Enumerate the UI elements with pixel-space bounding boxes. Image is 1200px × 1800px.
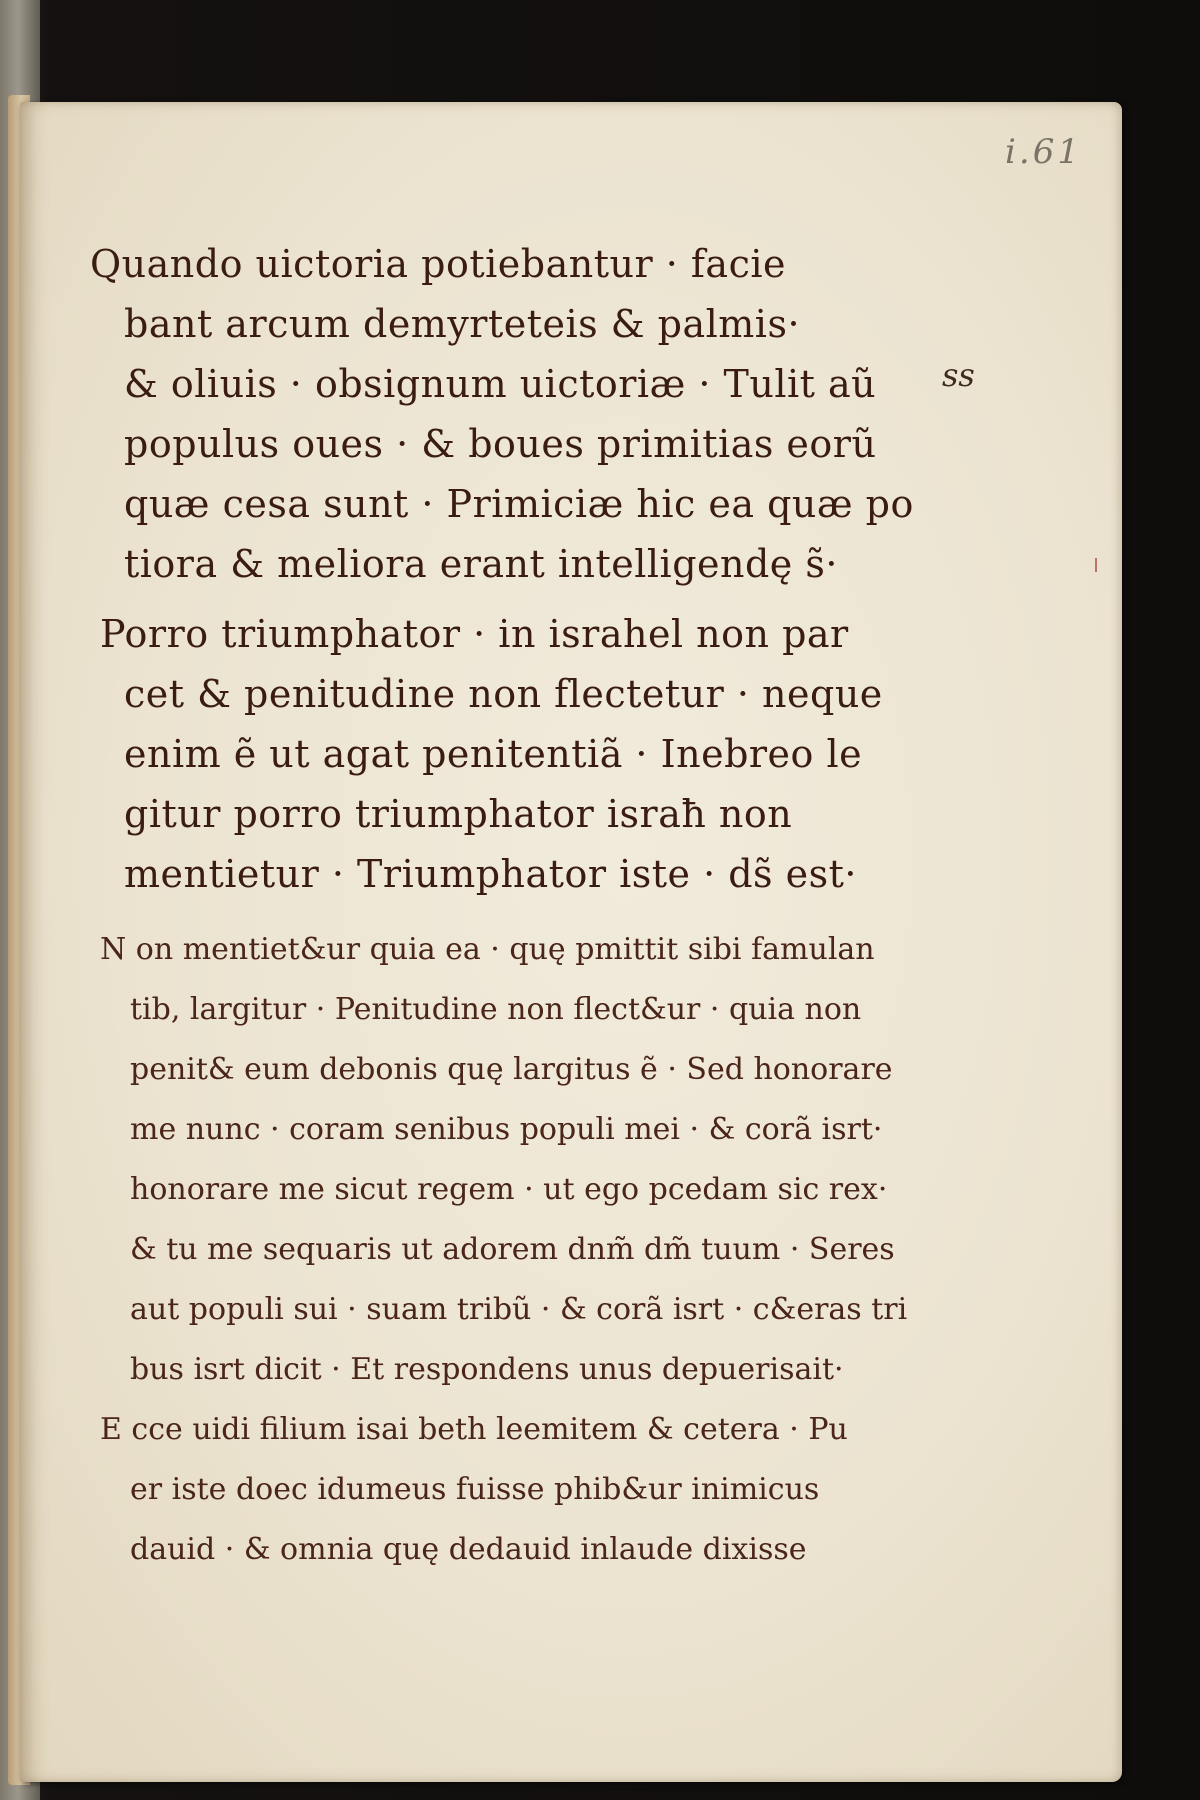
text-line: E cce uidi filium isai beth leemitem & cetera · Pu — [100, 1412, 848, 1447]
text-line: honorare me sicut regem · ut ego pcedam sic rex· — [130, 1172, 888, 1207]
text-line: gitur porro triumphator israħ non — [124, 792, 793, 836]
text-line: enim ẽ ut agat penitentiã · Inebreo le — [124, 732, 863, 776]
text-line: tiora & meliora erant intelligendę s̃· — [124, 542, 838, 586]
text-line: er iste doec idumeus fuisse phib&ur inimicus — [130, 1472, 820, 1507]
text-line: & oliuis · obsignum uictoriæ · Tulit aũ — [124, 362, 877, 406]
text-line: me nunc · coram senibus populi mei · & corã isrt· — [130, 1112, 883, 1147]
text-line: aut populi sui · suam tribũ · & corã isrt · c&eras tri — [130, 1292, 908, 1327]
text-line: cet & penitudine non flectetur · neque — [124, 672, 883, 716]
text-line: bant arcum demyrteteis & palmis· — [124, 302, 801, 346]
text-line: Quando uictoria potiebantur · facie — [90, 242, 787, 286]
text-line: bus isrt dicit · Et respondens unus depuerisait· — [130, 1352, 844, 1387]
text-line: penit& eum debonis quę largitus ẽ · Sed honorare — [130, 1052, 893, 1087]
ruling-mark — [1095, 558, 1097, 572]
manuscript-page — [20, 102, 1122, 1782]
text-line: N on mentiet&ur quia ea · quę pmittit sibi famulan — [100, 932, 875, 967]
margin-note: ss — [942, 356, 975, 394]
text-line: tib, largitur · Penitudine non flect&ur · quia non — [130, 992, 862, 1027]
text-block — [90, 242, 1030, 1567]
text-line: Porro triumphator · in israhel non par — [100, 612, 849, 656]
text-line: dauid · & omnia quę dedauid inlaude dixisse — [130, 1532, 807, 1567]
folio-number: i.61 — [1005, 132, 1082, 172]
text-line: mentietur · Triumphator iste · ds̃ est· — [124, 852, 857, 896]
text-line: populus oues · & boues primitias eorũ — [124, 422, 877, 466]
text-line: quæ cesa sunt · Primiciæ hic ea quæ po — [124, 482, 914, 526]
text-line: & tu me sequaris ut adorem dnm̃ dm̃ tuum · Seres — [130, 1232, 895, 1267]
